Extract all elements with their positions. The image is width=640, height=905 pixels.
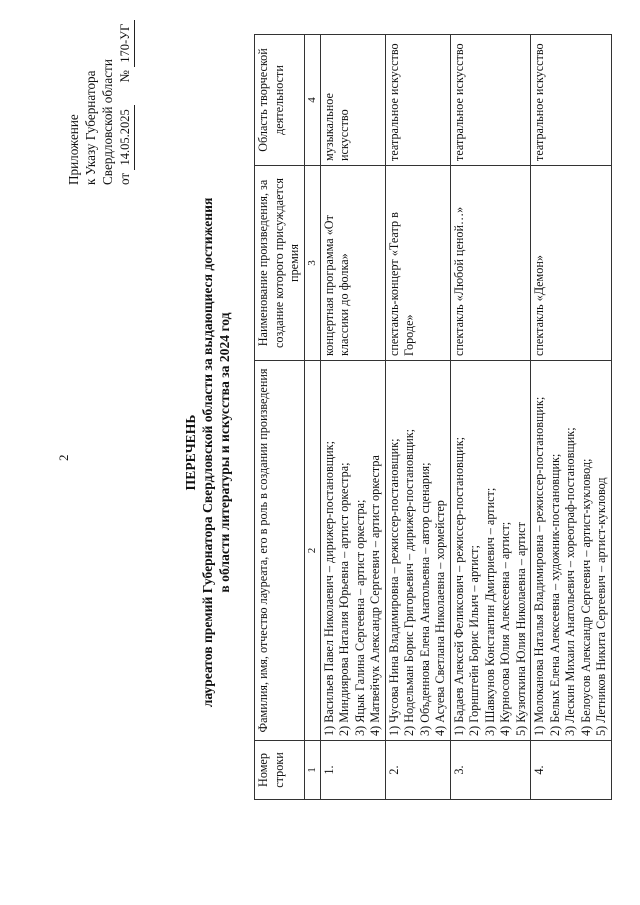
decree-number: 170-УГ xyxy=(117,20,135,67)
laureate: 1) Молоканова Наталья Владимировна – режиссер-постановщик; xyxy=(532,396,546,736)
table-row xyxy=(320,35,385,800)
row-number: 1. xyxy=(320,741,385,800)
table-row xyxy=(450,35,531,800)
appendix-line-3: Свердловской области xyxy=(100,59,115,185)
table-row xyxy=(531,35,612,800)
number-prefix: № xyxy=(117,70,132,83)
date-prefix: от xyxy=(117,172,132,185)
laureate: 1) Васильев Павел Николаевич – дирижер-постановщик; xyxy=(321,441,336,736)
creative-area: театральное искусство xyxy=(450,35,531,166)
work-title: концертная программа «От классики до фолка» xyxy=(320,166,385,361)
row-number: 3. xyxy=(450,741,531,800)
column-number: 3 xyxy=(304,166,320,361)
work-title: спектакль-концерт «Театр в Городе» xyxy=(385,166,450,361)
document-title-line-2: в области литературы и искусства за 2024 год xyxy=(217,312,232,593)
laureate: 2) Белых Елена Алексеевна – художник-постановщик; xyxy=(547,453,562,736)
laureate: 4) Белоусов Александр Сергеевич – артист-кукловод; xyxy=(578,458,593,736)
laureate: 4) Курносова Юлия Алексеевна – артист; xyxy=(498,521,512,736)
work-title: спектакль «Демон» xyxy=(531,166,612,361)
page-number: 2 xyxy=(56,454,71,461)
header-laureate: Фамилия, имя, отчество лауреата, его в роль в создании произведения xyxy=(255,361,305,741)
document-title-line-1: лауреатов премий Губернатора Свердловской области за выдающиеся достижения xyxy=(200,197,215,708)
laureate: 5) Летников Никита Сергеевич – артист-кукловод xyxy=(594,477,608,736)
laureate: 2) Нодельман Борис Григорьевич – дирижер-постановщик; xyxy=(402,428,416,736)
header-area: Область творческой деятельности xyxy=(255,35,305,166)
creative-area: театральное искусство xyxy=(531,35,612,166)
document-heading: ПЕРЕЧЕНЬ xyxy=(183,414,198,491)
laureate: 3) Объденнова Елена Анатольевна – автор сценария; xyxy=(417,462,432,736)
header-row xyxy=(255,35,305,800)
laureate: 3) Лескин Михаил Анатольевич – хореограф-постановщик; xyxy=(563,427,577,736)
column-number: 4 xyxy=(304,35,320,166)
appendix-block xyxy=(65,20,135,185)
header-row-number: Номер строки xyxy=(255,741,305,800)
laureates-cell xyxy=(531,361,612,741)
laureate: 2) Миндиярова Наталия Юрьевна – артист оркестра; xyxy=(337,462,351,736)
appendix-line-2: к Указу Губернатора xyxy=(83,70,98,185)
appendix-line-1: Приложение xyxy=(66,114,81,185)
row-number: 4. xyxy=(531,741,612,800)
column-number: 1 xyxy=(304,741,320,800)
laureate: 4) Матвейчук Александр Сергеевич – артист оркестра xyxy=(368,455,382,736)
column-number-row xyxy=(304,35,320,800)
laureate: 3) Шавкунов Константин Дмитриевич – артист; xyxy=(482,487,497,736)
laureate: 3) Яцык Галина Сергеевна – артист оркестра; xyxy=(352,499,367,736)
table-row xyxy=(385,35,450,800)
creative-area: музыкальное искусство xyxy=(320,35,385,166)
row-number: 2. xyxy=(385,741,450,800)
laureates-table xyxy=(254,34,612,800)
laureate: 4) Асуева Светлана Николаевна – хормейстер xyxy=(433,500,447,736)
laureates-cell xyxy=(385,361,450,741)
decree-date: 14.05.2025 xyxy=(117,105,135,169)
creative-area: театральное искусство xyxy=(385,35,450,166)
laureates-cell xyxy=(450,361,531,741)
laureates-cell xyxy=(320,361,385,741)
header-work: Наименование произведения, за создание которого присуждается премия xyxy=(255,166,305,361)
appendix-date-line xyxy=(116,20,135,185)
column-number: 2 xyxy=(304,361,320,741)
laureate: 2) Горнштейн Борис Ильич – артист; xyxy=(467,545,481,736)
laureate: 1) Бадаев Алексей Феликсович – режиссер-постановщик; xyxy=(451,436,466,736)
work-title: спектакль «Любой ценой…» xyxy=(450,166,531,361)
laureate: 1) Чусова Нина Владимировна – режиссер-постановщик; xyxy=(386,438,401,736)
laureate: 5) Кузюткина Юлия Николаевна – артист xyxy=(513,522,528,736)
